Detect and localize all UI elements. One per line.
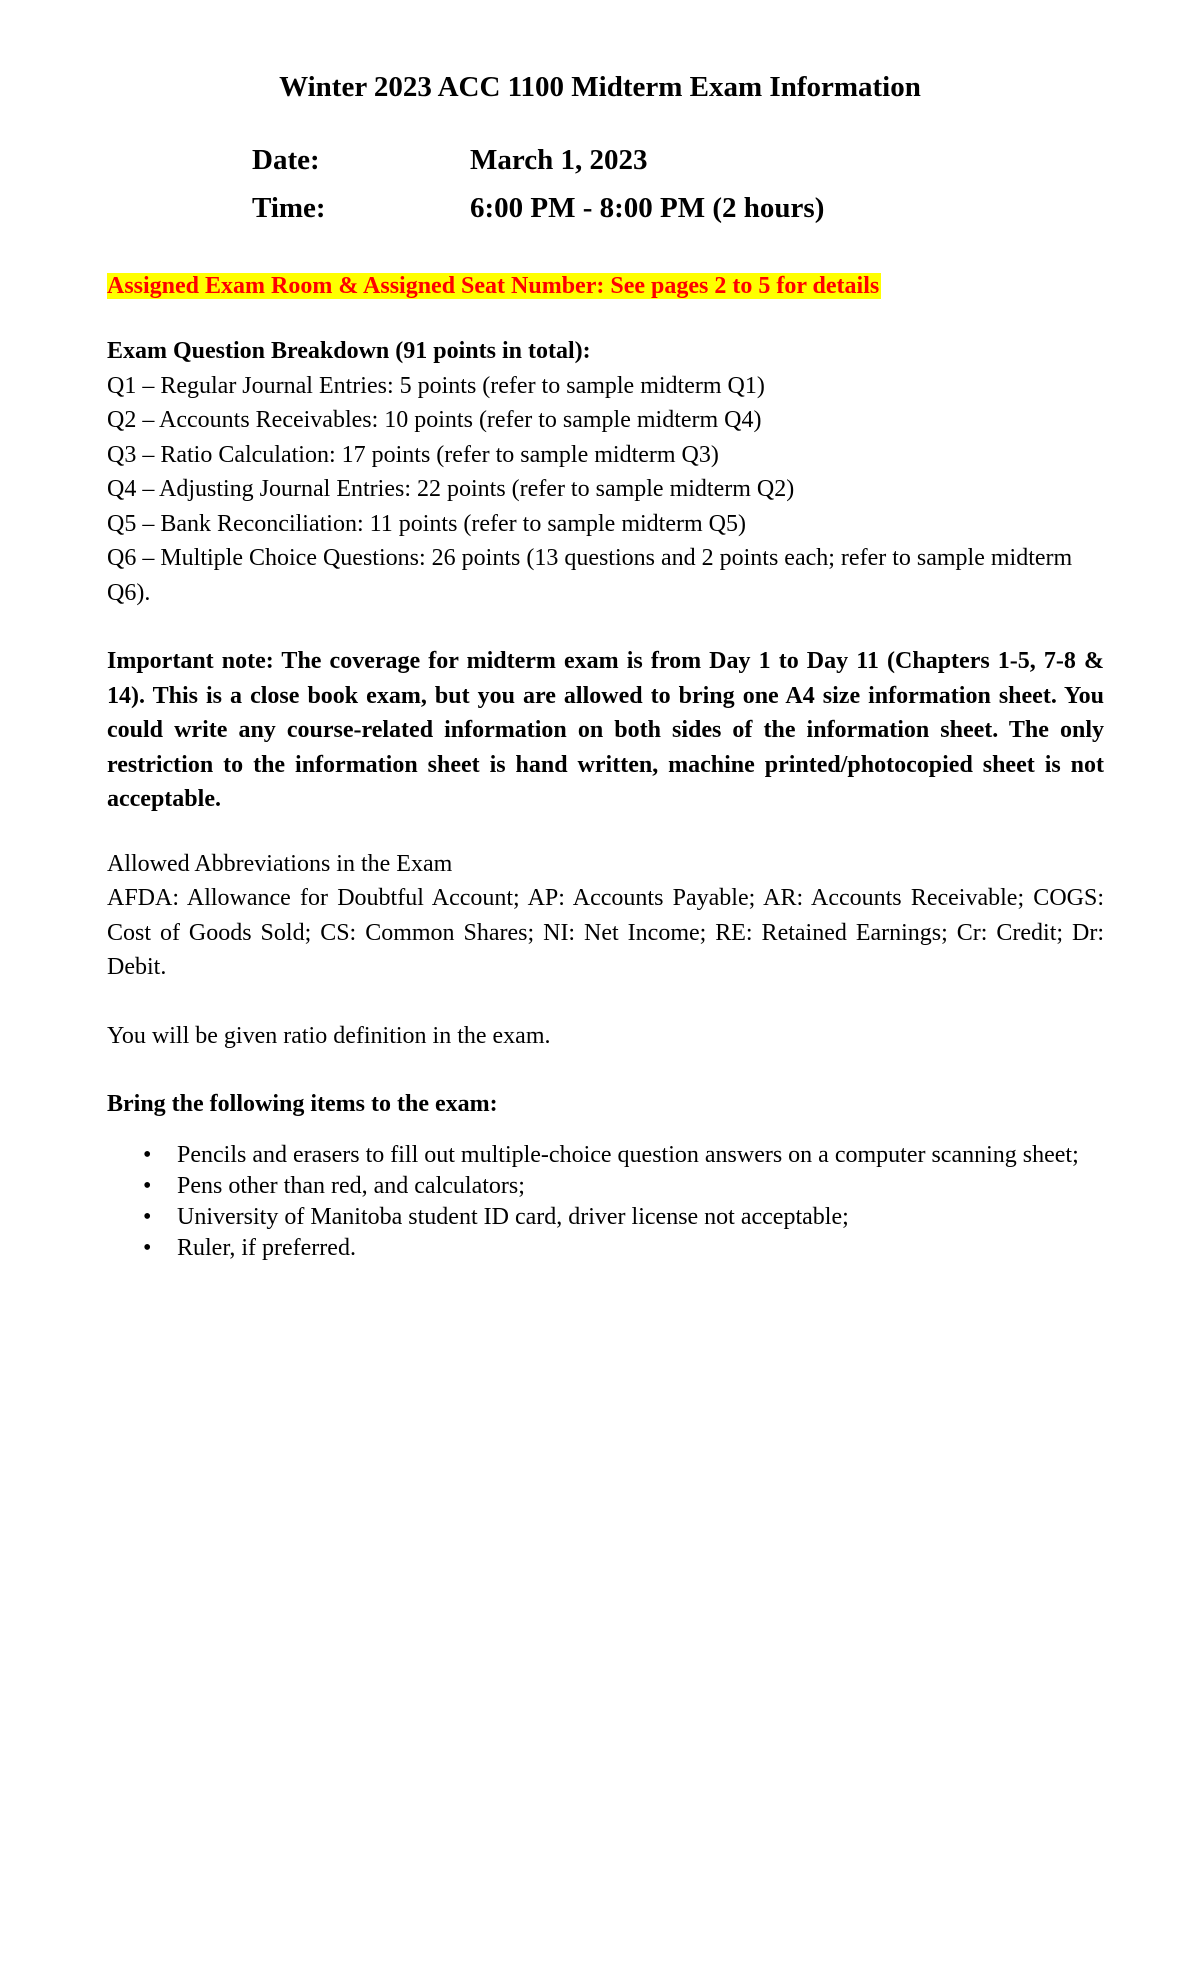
breakdown-item: Q5 – Bank Reconciliation: 11 points (refer to sample midterm Q5) bbox=[107, 510, 746, 537]
bring-heading: Bring the following items to the exam: bbox=[107, 1091, 498, 1117]
bullet-icon: • bbox=[143, 1234, 152, 1261]
list-item bbox=[107, 1140, 1104, 1171]
time-label: Time: bbox=[252, 192, 326, 224]
list-item-text: University of Manitoba student ID card, driver license not acceptable; bbox=[177, 1203, 849, 1230]
breakdown-heading: Exam Question Breakdown (91 points in total): bbox=[107, 338, 591, 364]
highlighted-notice-text: Assigned Exam Room & Assigned Seat Number: See pages 2 to 5 for details bbox=[107, 273, 880, 299]
list-item-text: Ruler, if preferred. bbox=[177, 1234, 356, 1261]
breakdown-item: Q1 – Regular Journal Entries: 5 points (refer to sample midterm Q1) bbox=[107, 372, 765, 399]
bullet-icon: • bbox=[143, 1141, 152, 1168]
breakdown-item: Q3 – Ratio Calculation: 17 points (refer to sample midterm Q3) bbox=[107, 441, 719, 468]
date-label: Date: bbox=[252, 144, 320, 176]
bring-items-list bbox=[107, 1140, 1104, 1264]
breakdown-item: Q6 – Multiple Choice Questions: 26 points (13 questions and 2 points each; refer to sample midterm Q6). bbox=[107, 545, 1073, 606]
ratio-note: You will be given ratio definition in the exam. bbox=[107, 1022, 551, 1049]
document-title: Winter 2023 ACC 1100 Midterm Exam Information bbox=[279, 71, 921, 103]
breakdown-item: Q4 – Adjusting Journal Entries: 22 points (refer to sample midterm Q2) bbox=[107, 476, 795, 502]
list-item bbox=[107, 1233, 1104, 1264]
abbreviations-text: AFDA: Allowance for Doubtful Account; AP: Accounts Payable; AR: Accounts Receivable; COGS: Cost of Goods Sold; CS: Common Shares; NI: Net Income; RE: Retained Earnings; Cr: Credit; Dr: Debit. bbox=[107, 885, 1104, 980]
list-item-text: Pens other than red, and calculators; bbox=[177, 1172, 525, 1199]
list-item bbox=[107, 1202, 1104, 1233]
time-value: 6:00 PM - 8:00 PM (2 hours) bbox=[470, 192, 825, 224]
exam-date-row bbox=[252, 143, 647, 178]
bullet-icon: • bbox=[143, 1172, 152, 1199]
bullet-icon: • bbox=[143, 1203, 152, 1230]
list-item bbox=[107, 1171, 1104, 1202]
breakdown-item: Q2 – Accounts Receivables: 10 points (refer to sample midterm Q4) bbox=[107, 407, 762, 433]
important-note: Important note: The coverage for midterm exam is from Day 1 to Day 11 (Chapters 1-5, 7-8 & 14). This is a close book exam, but you are allowed to bring one A4 size information sheet. You could write any course-related information on both sides of the information sheet. The only restriction to the information sheet is hand written, machine printed/photocopied sheet is not acceptable. bbox=[107, 648, 1104, 812]
date-value: March 1, 2023 bbox=[470, 144, 648, 176]
abbreviations-heading: Allowed Abbreviations in the Exam bbox=[107, 850, 453, 877]
exam-time-row bbox=[252, 191, 824, 226]
exam-room-notice bbox=[107, 271, 881, 301]
document-body bbox=[107, 334, 1104, 1264]
list-item-text: Pencils and erasers to fill out multiple-choice question answers on a computer scanning sheet; bbox=[177, 1141, 1079, 1168]
